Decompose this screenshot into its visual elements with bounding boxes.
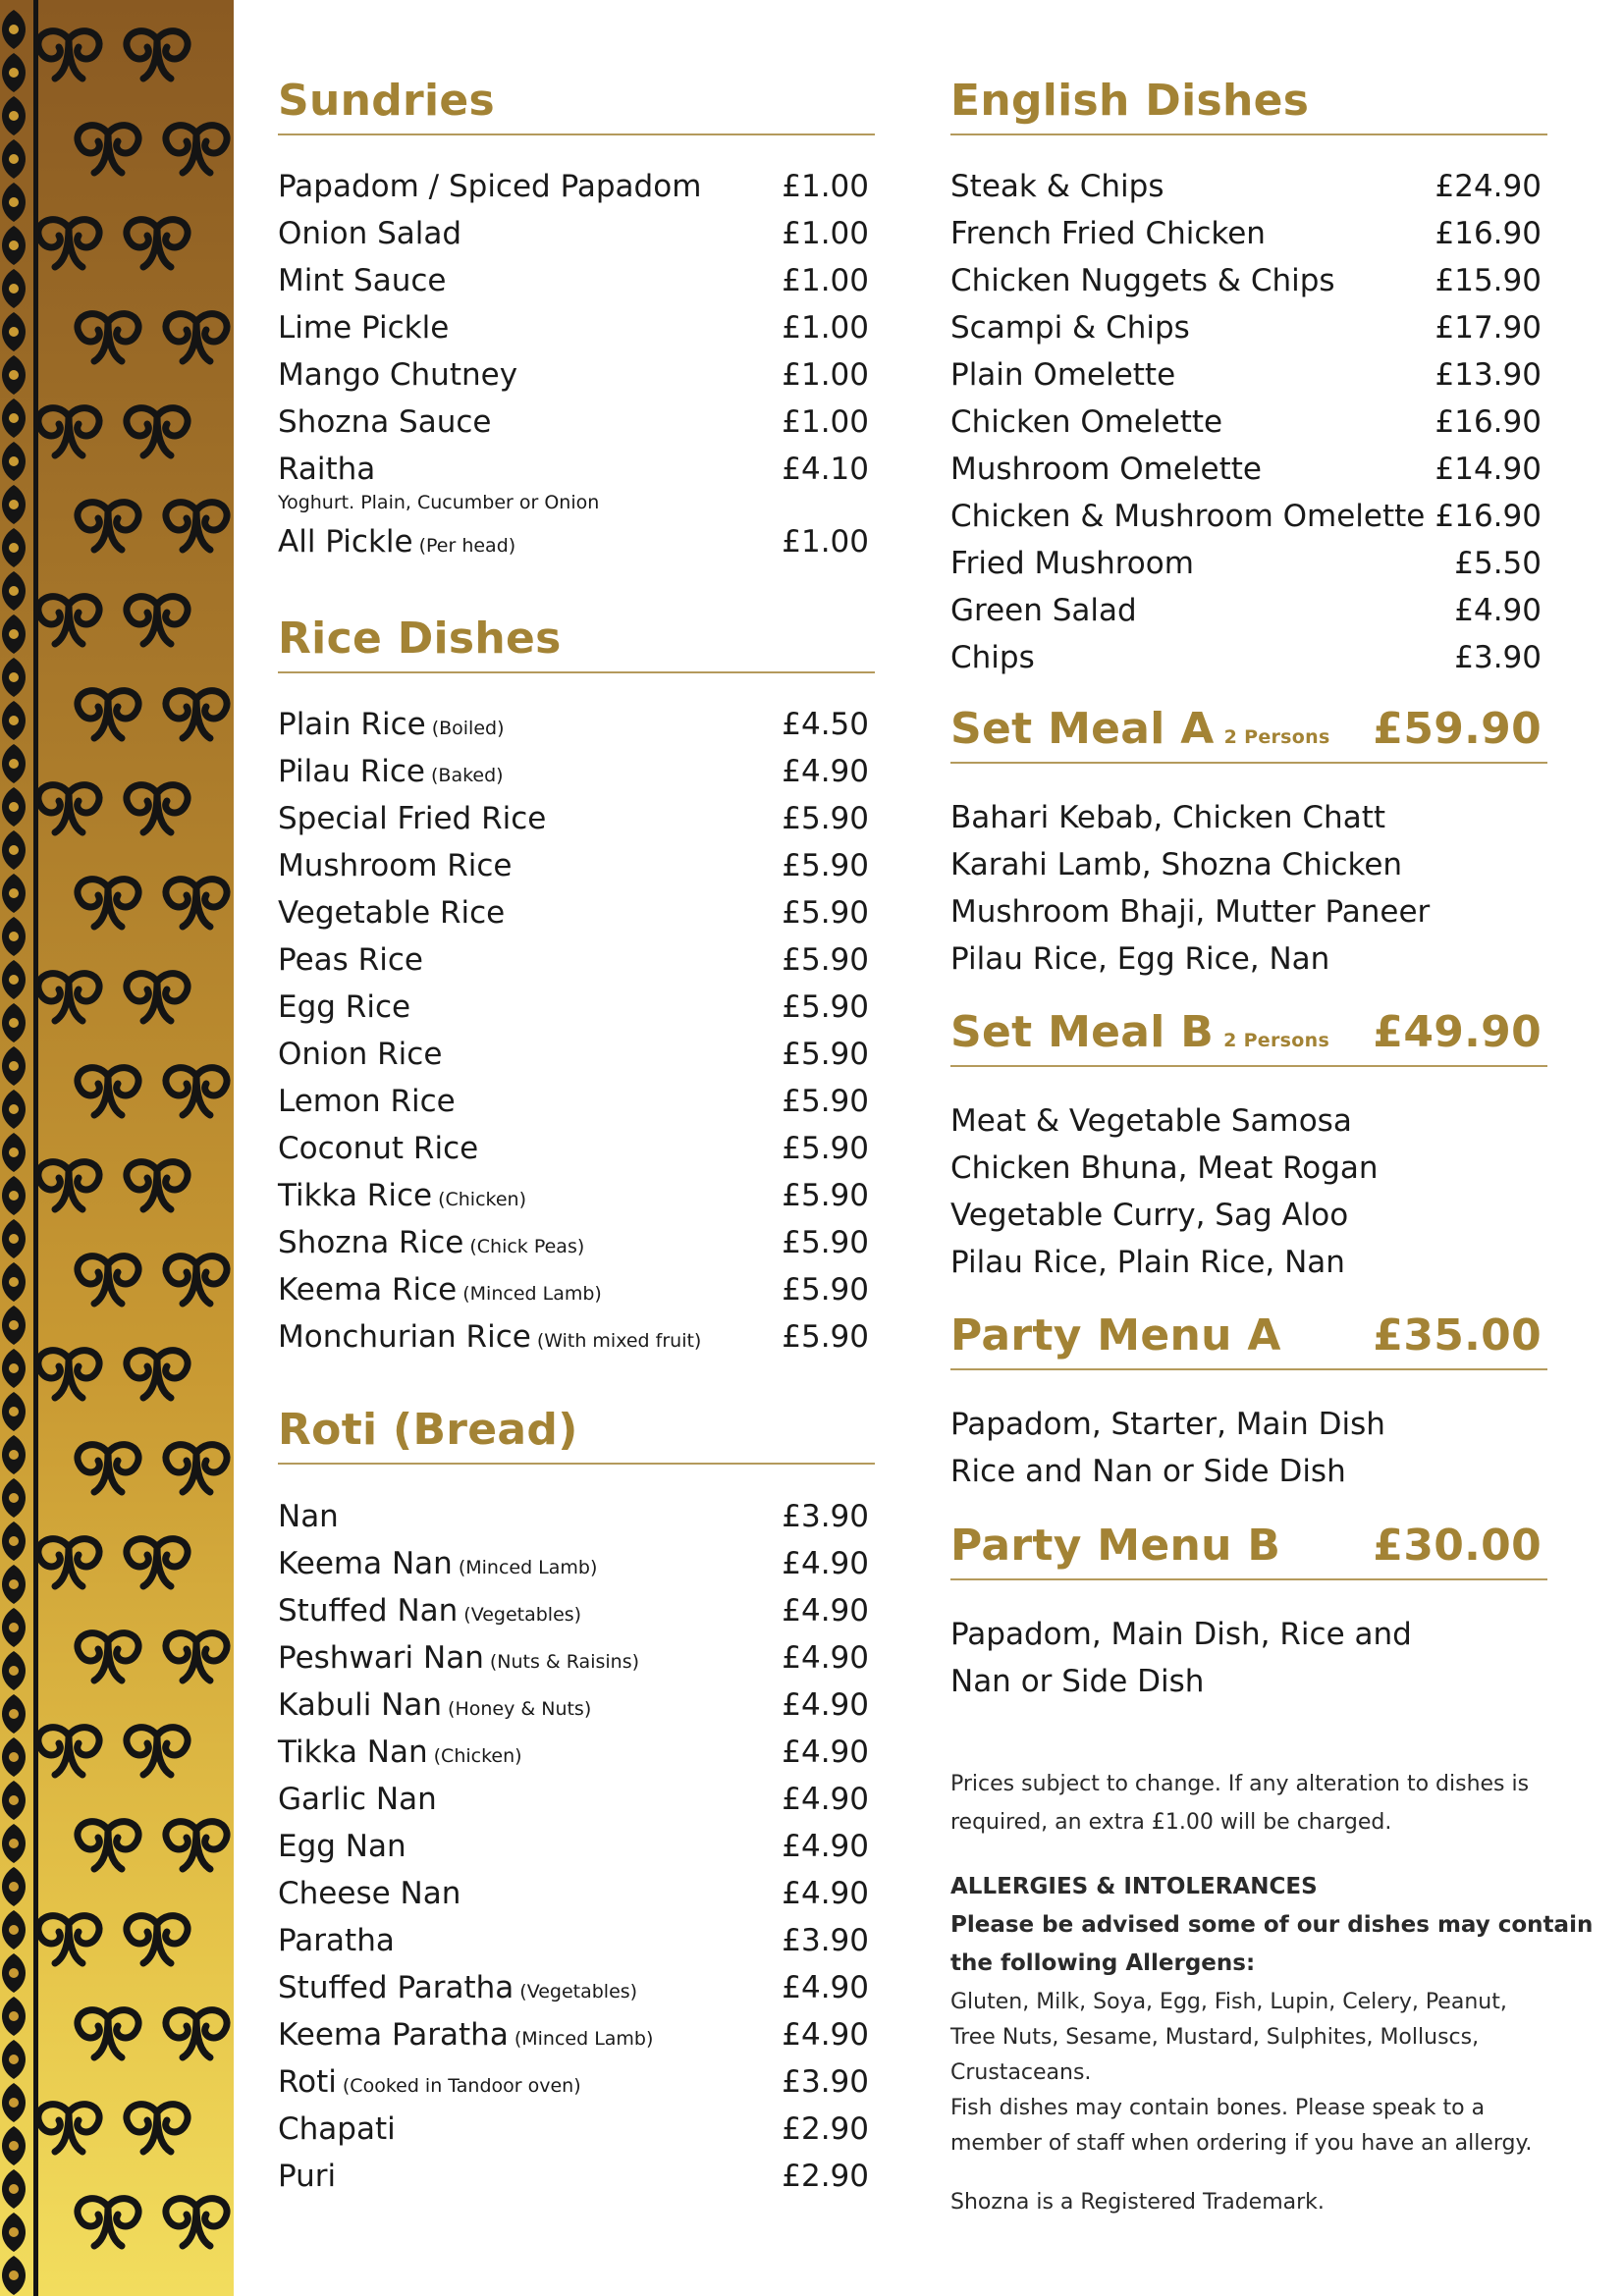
section-title-english: English Dishes (950, 77, 1547, 135)
menu-item: Shozna Sauce £1.00 (278, 404, 869, 440)
party-menu-line: Papadom, Starter, Main Dish (950, 1407, 1385, 1442)
prices-note: Prices subject to change. If any alteration to dishes is (950, 1772, 1530, 1796)
menu-item: Stuffed Paratha (Vegetables) £4.90 (278, 1970, 869, 2005)
set-meal-line: Pilau Rice, Plain Rice, Nan (950, 1245, 1345, 1280)
section-title-sundries: Sundries (278, 77, 875, 135)
item-description: Yoghurt. Plain, Cucumber or Onion (278, 492, 600, 513)
set-meal-line: Vegetable Curry, Sag Aloo (950, 1198, 1349, 1233)
menu-item: Keema Nan (Minced Lamb) £4.90 (278, 1546, 869, 1581)
menu-item: Keema Rice (Minced Lamb) £5.90 (278, 1272, 869, 1308)
menu-item: Paratha £3.90 (278, 1923, 869, 1958)
menu-item: Kabuli Nan (Honey & Nuts) £4.90 (278, 1687, 869, 1723)
menu-item: Pilau Rice (Baked) £4.90 (278, 754, 869, 789)
menu-item: Nan £3.90 (278, 1499, 869, 1534)
menu-item: Chicken Nuggets & Chips £15.90 (950, 263, 1542, 298)
section-title-set-meal-b: Set Meal B 2 Persons £49.90 (950, 1008, 1547, 1067)
menu-item: Roti (Cooked in Tandoor oven) £3.90 (278, 2064, 869, 2100)
trademark-note: Shozna is a Registered Trademark. (950, 2190, 1325, 2215)
decorative-side-band (0, 0, 234, 2296)
menu-item: Green Salad £4.90 (950, 593, 1542, 628)
menu-item: Chicken Omelette £16.90 (950, 404, 1542, 440)
set-meal-line: Mushroom Bhaji, Mutter Paneer (950, 894, 1431, 930)
allergy-heading: ALLERGIES & INTOLERANCES (950, 1874, 1318, 1899)
menu-item: Raitha £4.10 (278, 452, 869, 487)
menu-item: Lime Pickle £1.00 (278, 310, 869, 346)
party-menu-line: Rice and Nan or Side Dish (950, 1454, 1346, 1489)
menu-item: Peas Rice £5.90 (278, 942, 869, 978)
menu-item: Plain Rice (Boiled) £4.50 (278, 707, 869, 742)
menu-item: Mushroom Omelette £14.90 (950, 452, 1542, 487)
allergy-warning: the following Allergens: (950, 1950, 1256, 1976)
fish-note: member of staff when ordering if you have an allergy. (950, 2131, 1533, 2156)
menu-item: Mushroom Rice £5.90 (278, 848, 869, 883)
menu-item: Puri £2.90 (278, 2159, 869, 2194)
ornament-pattern-icon (0, 0, 234, 2296)
party-menu-line: Papadom, Main Dish, Rice and (950, 1617, 1412, 1652)
menu-item: Stuffed Nan (Vegetables) £4.90 (278, 1593, 869, 1629)
section-title-party-a: Party Menu A £35.00 (950, 1311, 1547, 1370)
menu-item: Egg Nan £4.90 (278, 1829, 869, 1864)
section-title-roti: Roti (Bread) (278, 1406, 875, 1465)
menu-item: Coconut Rice £5.90 (278, 1131, 869, 1166)
menu-item: Tikka Rice (Chicken) £5.90 (278, 1178, 869, 1213)
menu-item: Papadom / Spiced Papadom £1.00 (278, 169, 869, 204)
allergen-list: Crustaceans. (950, 2060, 1092, 2085)
section-title-party-b: Party Menu B £30.00 (950, 1522, 1547, 1580)
menu-item: Peshwari Nan (Nuts & Raisins) £4.90 (278, 1640, 869, 1676)
allergy-warning: Please be advised some of our dishes may contain (950, 1912, 1594, 1938)
menu-item: Special Fried Rice £5.90 (278, 801, 869, 836)
menu-item: Monchurian Rice (With mixed fruit) £5.90 (278, 1319, 869, 1355)
menu-item: Lemon Rice £5.90 (278, 1084, 869, 1119)
menu-item: Shozna Rice (Chick Peas) £5.90 (278, 1225, 869, 1260)
menu-item: Keema Paratha (Minced Lamb) £4.90 (278, 2017, 869, 2053)
set-meal-line: Pilau Rice, Egg Rice, Nan (950, 941, 1330, 977)
menu-item: Vegetable Rice £5.90 (278, 895, 869, 931)
set-meal-line: Bahari Kebab, Chicken Chatt (950, 800, 1386, 835)
allergen-list: Gluten, Milk, Soya, Egg, Fish, Lupin, Celery, Peanut, (950, 1990, 1507, 2014)
fish-note: Fish dishes may contain bones. Please speak to a (950, 2096, 1486, 2120)
party-menu-line: Nan or Side Dish (950, 1664, 1205, 1699)
menu-item: Egg Rice £5.90 (278, 989, 869, 1025)
menu-item: Mango Chutney £1.00 (278, 357, 869, 393)
prices-note: required, an extra £1.00 will be charged. (950, 1810, 1392, 1835)
menu-item: Fried Mushroom £5.50 (950, 546, 1542, 581)
menu-item: All Pickle (Per head) £1.00 (278, 524, 869, 560)
menu-item: Scampi & Chips £17.90 (950, 310, 1542, 346)
menu-item: Tikka Nan (Chicken) £4.90 (278, 1735, 869, 1770)
allergen-list: Tree Nuts, Sesame, Mustard, Sulphites, Molluscs, (950, 2025, 1480, 2050)
menu-item: Steak & Chips £24.90 (950, 169, 1542, 204)
menu-item: Garlic Nan £4.90 (278, 1782, 869, 1817)
menu-item: Onion Salad £1.00 (278, 216, 869, 251)
set-meal-line: Karahi Lamb, Shozna Chicken (950, 847, 1403, 882)
menu-item: Chips £3.90 (950, 640, 1542, 675)
menu-item: Chicken & Mushroom Omelette £16.90 (950, 499, 1542, 534)
menu-item: Cheese Nan £4.90 (278, 1876, 869, 1911)
section-title-set-meal-a: Set Meal A 2 Persons £59.90 (950, 705, 1547, 764)
set-meal-line: Chicken Bhuna, Meat Rogan (950, 1150, 1379, 1186)
menu-item: Plain Omelette £13.90 (950, 357, 1542, 393)
section-title-rice: Rice Dishes (278, 614, 875, 673)
menu-item: Onion Rice £5.90 (278, 1037, 869, 1072)
menu-item: French Fried Chicken £16.90 (950, 216, 1542, 251)
menu-item: Mint Sauce £1.00 (278, 263, 869, 298)
set-meal-line: Meat & Vegetable Samosa (950, 1103, 1352, 1139)
menu-item: Chapati £2.90 (278, 2111, 869, 2147)
